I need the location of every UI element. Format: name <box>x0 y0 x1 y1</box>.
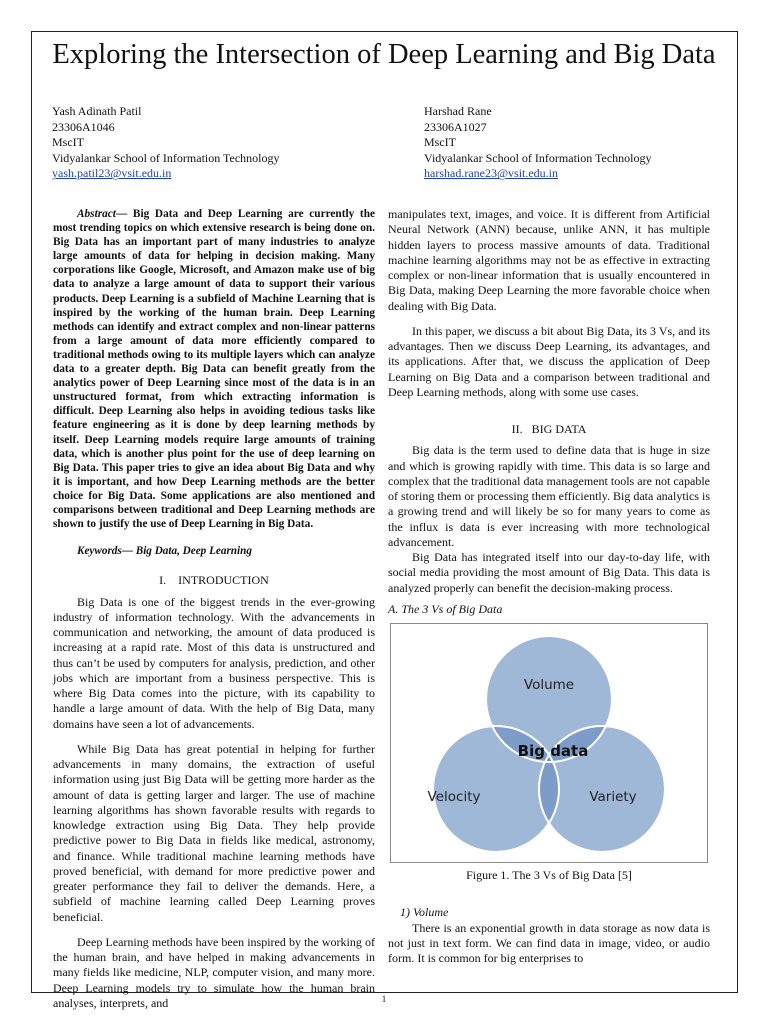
page-number: 1 <box>381 994 387 1004</box>
author-name: Yash Adinath Patil <box>52 104 142 118</box>
venn-label-volume: Volume <box>523 677 575 693</box>
abstract <box>53 207 375 531</box>
paragraph: Big Data is one of the biggest trends in the ever-growing industry of information technology. With the advancements in communication and networking, the amount of data produced is increasing at a rapid rate. Most of this data is unstructured and thus can’t be used by computers for analysis, prediction, and other jobs which are important from a business perspective. This is where Big Data comes into the picture, with its capability to handle a large amount of data. With the help of Big Data, many domains have seen a lot of advancements. <box>53 594 375 731</box>
paragraph: Deep Learning methods have been inspired by the working of the human brain, and have helped in making advancements in many fields like medicine, NLP, computer vision, and many more. Deep Learning models try to simulate how the human brain analyses, interprets, and <box>53 934 375 1010</box>
keywords: Keywords— Big Data, Deep Learning <box>77 545 252 558</box>
subsubsection-heading: 1) Volume <box>400 905 449 920</box>
paragraph: In this paper, we discuss a bit about Big Data, its 3 Vs, and its advantages. Then we discuss Deep Learning, its advantages, and its applications. After that, we discuss the application of Deep Learning on Big Data and a comparison between traditional and Deep Learning methods, along with some use cases. <box>388 323 710 399</box>
author-block-1 <box>52 104 280 182</box>
author-id: 23306A1046 <box>52 119 115 134</box>
paper-title: Exploring the Intersection of Deep Learning and Big Data <box>52 39 716 70</box>
author-block-2 <box>424 104 652 182</box>
paragraph: While Big Data has great potential in helping for further advancements in many domains, the extraction of useful information using just Big Data will be getting more harder as the amount of data is getting larger and larger. The use of machine learning algorithms has shown favorable results with regards to knowledge extraction using Big Data. They help provide predictive power to Big Data in fields like medical, astronomy, and finance. While traditional machine learning methods have proved beneficial, with demand for more predictive power and greater performance they fail to deliver the demands. Here, a subfield of machine learning called Deep Learning proves beneficial. <box>53 741 375 924</box>
paragraph: Big data is the term used to define data that is huge in size and which is growing rapidly with time. This data is so large and complex that the traditional data management tools are not capable of storing them or processing them efficiently. Big data analytics is a growing trend and will likely be so for many years to come as the influx is data is ever increasing with more technological advancement. <box>388 443 710 549</box>
abstract-label: Abstract <box>77 208 116 220</box>
abstract-text: Big Data and Deep Learning are currently the most trending topics on which extensive research is being done on. Big Data has an important part of many industries to analyze large amounts of data for helping in decision making. Many corporations like Google, Microsoft, and Amazon make use of big data to analyze a large amount of data to support their various products. Deep Learning is a subfield of Machine Learning that is inspired by the working of the human brain. Deep Learning methods can identify and extract complex and non-linear patterns from a large amount of data more efficiently compared to traditional methods owing to its multiple layers which can analyze data to a greater depth. Big Data can benefit greatly from the analytics power of Deep Learning since most of the data is in an unstructured format, from which extracting information is difficult. Deep Learning also helps in avoiding tedious tasks like feature engineering as it is done by deep learning methods by itself. Deep Learning models require large amounts of training data, which is another plus point for the use of deep learning on Big Data. This paper tries to give an idea about Big Data and why it is important, and how Deep Learning methods are the better choice for Big Data. Some applications are also mentioned and comparisons between traditional and Deep Learning methods are shown to justify the use of Deep Learning in Big Data. <box>53 208 375 531</box>
right-column <box>388 207 710 966</box>
author-name: Harshad Rane <box>424 104 492 118</box>
figure-3vs-venn <box>390 623 708 863</box>
paragraph: There is an exponential growth in data storage as now data is not just in text form. We can find data in image, video, or audio form. It is common for big enterprises to <box>388 920 710 965</box>
venn-label-center: Big data <box>517 742 589 760</box>
author-school: Vidyalankar School of Information Technology <box>52 150 280 165</box>
author-id: 23306A1027 <box>424 119 487 134</box>
author-program: MscIT <box>424 135 456 150</box>
author-email-link[interactable]: yash.patil23@vsit.edu.in <box>52 166 172 181</box>
author-school: Vidyalankar School of Information Technology <box>424 150 652 165</box>
left-column <box>53 207 375 1011</box>
subsection-heading: A. The 3 Vs of Big Data <box>388 601 503 616</box>
section-heading-introduction: I. INTRODUCTION <box>159 573 269 588</box>
abstract-dash: — <box>115 208 133 220</box>
figure-caption: Figure 1. The 3 Vs of Big Data [5] <box>466 868 632 882</box>
author-program: MscIT <box>52 135 84 150</box>
paragraph: manipulates text, images, and voice. It is different from Artificial Neural Network (ANN) because, unlike ANN, it has multiple hidden layers to process massive amounts of data. Traditional machine learning algorithms may not be as effective in extracting complex or non-linear information that is usually encountered in Big Data, making Deep Learning the more favorable choice when dealing with Big Data. <box>388 207 710 313</box>
author-email-link[interactable]: harshad.rane23@vsit.edu.in <box>424 166 559 181</box>
venn-diagram <box>391 624 707 862</box>
venn-label-velocity: Velocity <box>427 789 481 805</box>
venn-label-variety: Variety <box>589 789 637 805</box>
paragraph: Big Data has integrated itself into our day-to-day life, with social media providing the most amount of Big Data. This data is analyzed properly can benefit the decision-making process. <box>388 550 710 595</box>
section-heading-big-data: II. BIG DATA <box>511 422 587 436</box>
